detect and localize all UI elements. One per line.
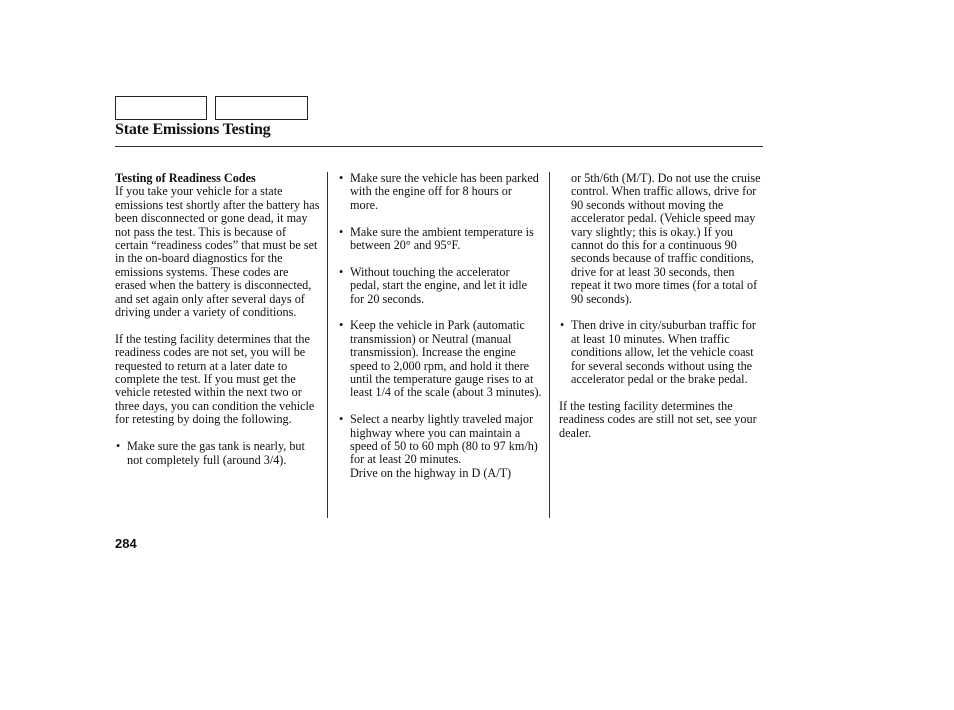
paragraph: If the testing facility determines that the readiness codes are not set, you will be requested to return at a later date to complete the test. If you must get the vehicle retested within the next two or three days, you can condition the vehicle for retesting by doing the following. <box>115 331 315 427</box>
column-divider-2 <box>549 172 550 518</box>
bullet-item <box>338 226 542 253</box>
bullet-continuation: Drive on the highway in D (A/T) <box>350 465 512 480</box>
bullet-icon: • <box>116 439 121 454</box>
text-column-2 <box>338 172 542 494</box>
bullet-text: Make sure the gas tank is nearly, but not completely full (around 3/4). <box>127 439 305 467</box>
bullet-icon: • <box>339 412 344 427</box>
bullet-text: Make sure the vehicle has been parked with the engine off for 8 hours or more. <box>350 171 539 212</box>
bullet-item <box>115 440 321 467</box>
nav-tab-box-2[interactable] <box>215 96 308 120</box>
bullet-icon: • <box>339 264 344 279</box>
bullet-icon: • <box>339 171 344 185</box>
paragraph: If you take your vehicle for a state emissions test shortly after the battery has been disconnected or gone dead, it may not pass the test. This is because of certain “readiness codes” that must be set in the on-board diagnostics for the emissions systems. These codes are erased when the battery is disconnected, and set again only after several days of driving under a variety of conditions. <box>115 184 320 320</box>
bullet-item <box>559 319 765 386</box>
bullet-icon: • <box>339 318 344 333</box>
section-title: State Emissions Testing <box>115 121 271 138</box>
bullet-continuation: or 5th/6th (M/T). Do not use the cruise control. When traffic allows, drive for 90 seconds without moving the accelerator pedal. (Vehicle speed may vary slightly; this is okay.) If you cannot do this for a continuous 90 seconds because of traffic conditions, drive for at least 30 seconds, then repeat it two more times (for a total of 90 seconds). <box>571 171 761 306</box>
header-rule <box>115 146 763 147</box>
bullet-text: Without touching the accelerator pedal, start the engine, and let it idle for 20 seconds. <box>350 264 527 306</box>
column-divider-1 <box>327 172 328 518</box>
page-number: 284 <box>115 536 137 551</box>
bullet-item <box>338 413 542 467</box>
bullet-text: Then drive in city/suburban traffic for at least 10 minutes. When traffic conditions allow, let the vehicle coast for several seconds without using the accelerator pedal or the brake pedal. <box>571 318 756 387</box>
bullet-text: Keep the vehicle in Park (automatic transmission) or Neutral (manual transmission). Increase the engine speed to 2,000 rpm, and hold it there until the temperature gauge rises to at least 1/4 of the scale (about 3 minutes). <box>350 318 542 400</box>
text-column-3 <box>559 172 765 453</box>
bullet-item <box>338 172 542 212</box>
bullet-icon: • <box>560 318 565 333</box>
paragraph: If the testing facility determines the readiness codes are still not set, see your dealer. <box>559 398 757 440</box>
bullet-text: Make sure the ambient temperature is between 20° and 95°F. <box>350 224 534 253</box>
bullet-icon: • <box>339 224 344 239</box>
text-column-1 <box>115 172 321 480</box>
bullet-text: Select a nearby lightly traveled major highway where you can maintain a speed of 50 to 60 mph (80 to 97 km/h) for at least 20 minutes. <box>350 412 538 467</box>
bullet-item <box>338 319 542 399</box>
subsection-heading: Testing of Readiness Codes <box>115 171 256 185</box>
nav-tab-box-1[interactable] <box>115 96 207 120</box>
bullet-item <box>338 266 542 306</box>
